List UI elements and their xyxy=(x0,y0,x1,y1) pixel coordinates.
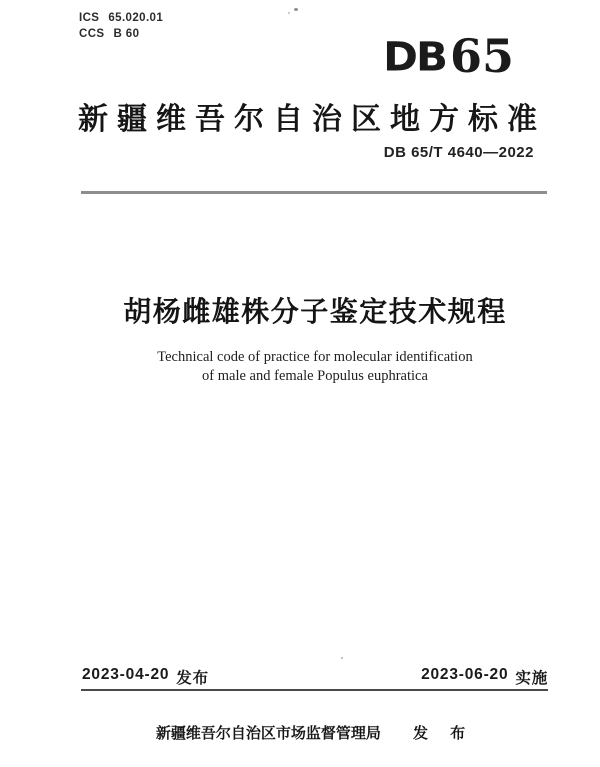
implement-date: 2023-06-20 xyxy=(421,666,509,683)
header-divider-rule xyxy=(81,191,547,194)
english-title-line1: Technical code of practice for molecular identification xyxy=(157,349,473,365)
ics-value: 65.020.01 xyxy=(108,12,164,24)
ccs-label: CCS xyxy=(79,27,105,40)
db65-logo-db: DB xyxy=(383,32,446,80)
implement-date-item xyxy=(421,666,548,688)
implement-label: 实施 xyxy=(515,670,548,687)
scan-noise-speck xyxy=(288,12,290,14)
standard-number: DB 65/T 4640—2022 xyxy=(383,144,534,161)
dates-row xyxy=(82,666,548,688)
db65-logo xyxy=(383,29,514,83)
ics-label: ICS xyxy=(79,12,100,24)
scan-noise-speck xyxy=(294,8,298,11)
ics-code-line xyxy=(79,11,163,27)
footer-divider-rule xyxy=(81,689,548,691)
publisher-name: 新疆维吾尔自治区市场监督管理局 xyxy=(155,725,381,742)
db65-logo-region-code: 65 xyxy=(449,29,514,83)
document-title-english xyxy=(82,348,548,386)
issue-date: 2023-04-20 xyxy=(82,666,170,683)
english-title-line2: of male and female Populus euphratica xyxy=(202,368,428,384)
document-title-chinese: 胡杨雌雄株分子鉴定技术规程 xyxy=(123,296,507,327)
ccs-code-line xyxy=(79,27,163,43)
issue-date-item xyxy=(82,666,209,688)
standard-type-heading: 新疆维吾尔自治区地方标准 xyxy=(78,103,546,136)
scan-noise-speck xyxy=(341,657,343,659)
ccs-value: B 60 xyxy=(113,27,140,40)
publisher-line xyxy=(82,722,548,743)
publish-label: 发 布 xyxy=(413,725,475,742)
classification-codes xyxy=(79,11,163,42)
issue-label: 发布 xyxy=(176,670,209,687)
